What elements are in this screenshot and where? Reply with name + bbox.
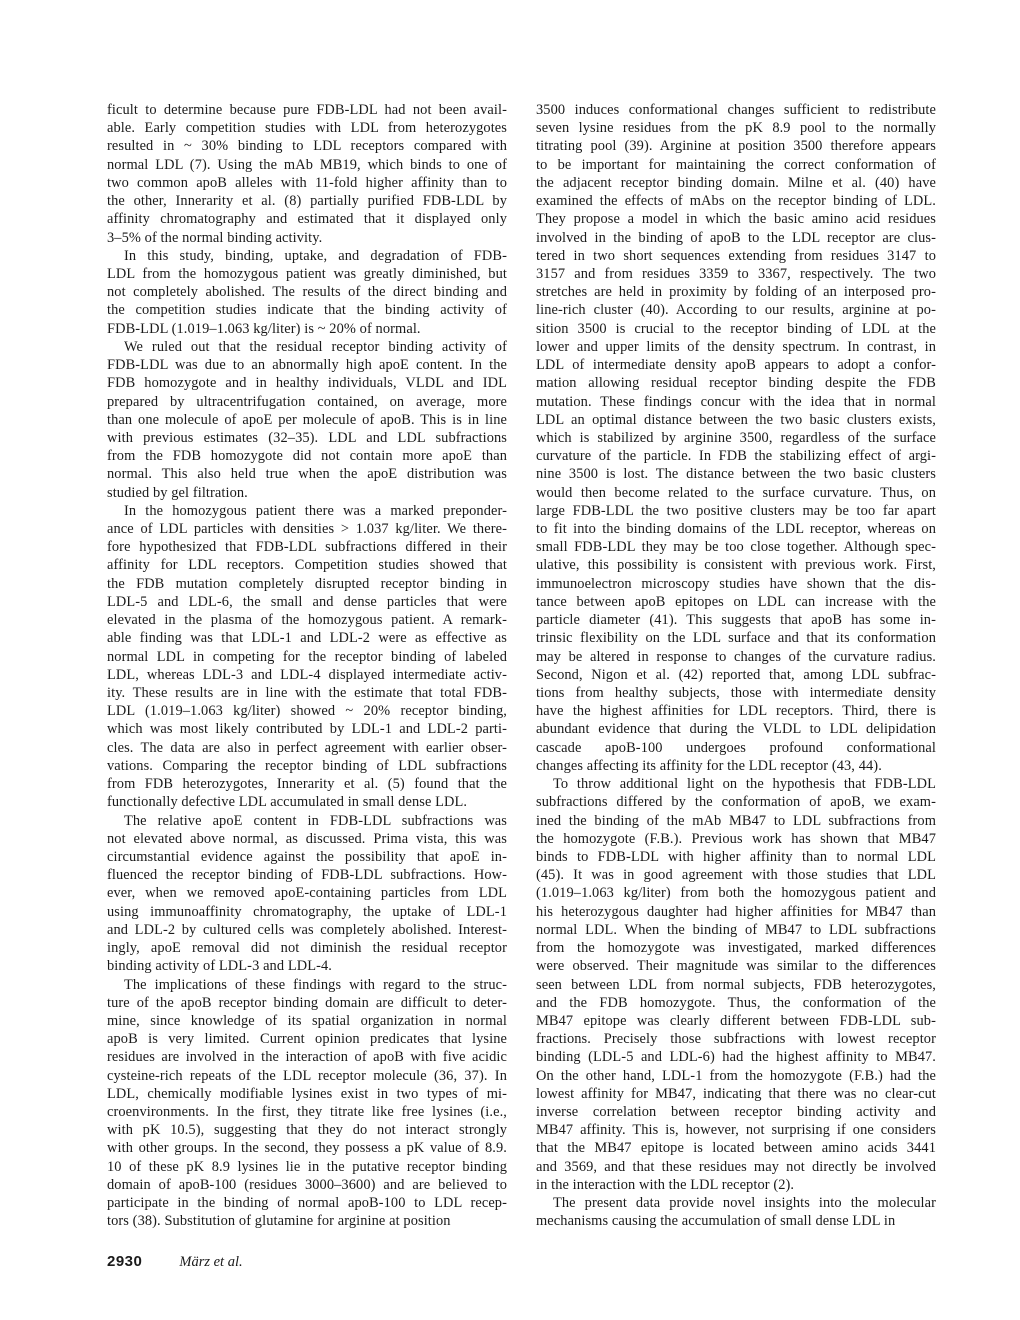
text-line: fluenced the receptor binding of FDB-LDL subfractions. How- <box>107 867 507 884</box>
text-line: domain of apoB-100 (residues 3000–3600) and are believed to <box>107 1176 507 1193</box>
paragraph <box>536 775 936 1194</box>
text-line: particle diameter (41). This suggests that apoB has some in- <box>536 612 936 629</box>
text-line: croenvironments. In the first, they titrate like free lysines (i.e., <box>107 1104 507 1121</box>
text-line: studied by gel filtration. <box>107 484 248 501</box>
text-line: mation allowing residual receptor binding despite the FDB <box>536 375 936 392</box>
text-line: affinity chromatography and estimated that it displayed only <box>107 211 507 228</box>
text-line: two common apoB alleles with 11-fold higher affinity than to <box>107 174 507 191</box>
text-line: The present data provide novel insights into the molecular <box>553 1195 936 1212</box>
text-line: the competition studies indicate that the binding activity of <box>107 302 507 319</box>
text-line: elevated in the plasma of the homozygous patient. A remark- <box>107 612 507 629</box>
text-line: vations. Comparing the receptor binding of LDL subfractions <box>107 757 507 774</box>
text-line: with other groups. In the second, they possess a pK value of 8.9. <box>107 1140 507 1157</box>
text-line: mutation. These findings concur with the idea that in normal <box>536 393 936 410</box>
text-line: cles. The data are also in perfect agreement with earlier obser- <box>107 739 507 756</box>
text-line: the other, Innerarity et al. (8) partially purified FDB-LDL by <box>107 193 507 210</box>
text-line: than one molecule of apoE per molecule of apoB. This is in line <box>107 411 507 428</box>
text-line: seven lysine residues from the pK 8.9 pool to the normally <box>536 120 936 137</box>
text-line: small FDB-LDL they may be too close together. Although spec- <box>536 539 936 556</box>
text-line: functionally defective LDL accumulated in small dense LDL. <box>107 794 468 811</box>
text-line: prepared by ultracentrifugation contained, on average, more <box>107 393 507 410</box>
text-line: mine, since knowledge of its spatial organization in normal <box>107 1012 507 1029</box>
text-line: with previous estimates (32–35). LDL and LDL subfractions <box>107 429 507 446</box>
text-line: nine 3500 is lost. The distance between the two basic clusters <box>536 466 936 483</box>
text-line: inverse correlation between receptor binding activity and <box>536 1104 936 1121</box>
text-line: ture of the apoB receptor binding domain are difficult to deter- <box>107 994 507 1011</box>
text-line: ity. These results are in line with the estimate that total FDB- <box>107 685 507 701</box>
page-number: 2930 <box>107 1253 143 1270</box>
text-line: We ruled out that the residual receptor binding activity of <box>124 338 507 355</box>
text-line: able finding was that LDL-1 and LDL-2 were as effective as <box>107 630 507 647</box>
text-line: fore hypothesized that FDB-LDL subfractions differed in their <box>107 539 507 556</box>
text-line: stretches are held in proximity by folding of an interposed pro- <box>536 284 936 301</box>
text-line: normal LDL (7). Using the mAb MB19, which binds to one of <box>107 156 507 173</box>
text-line: binding (LDL-5 and LDL-6) had the highest affinity to MB47. <box>536 1049 936 1066</box>
text-line: fractions. Precisely those subfractions with lowest receptor <box>536 1031 936 1048</box>
text-line: not elevated above normal, as discussed. Prima vista, this was <box>107 830 507 847</box>
paragraph <box>107 812 507 976</box>
text-line: ulative, this possibility is consistent with previous work. First, <box>536 557 936 574</box>
text-line: affinity for LDL receptors. Competition studies showed that <box>107 557 507 574</box>
running-title: März et al. <box>179 1254 243 1270</box>
text-line: in the interaction with the LDL receptor (2). <box>536 1176 795 1193</box>
text-line: cysteine-rich repeats of the LDL receptor molecule (36, 37). In <box>107 1067 507 1084</box>
page-footer <box>107 1253 243 1273</box>
left-text-column <box>107 101 507 1231</box>
paragraph <box>107 247 507 338</box>
text-line: from FDB heterozygotes, Innerarity et al. (5) found that the <box>107 776 507 793</box>
text-line: Second, Nigon et al. (42) reported that, among LDL subfrac- <box>536 666 936 683</box>
text-line: would then become related to the surface curvature. Thus, on <box>536 484 936 501</box>
text-line: LDL from the homozygous patient was greatly diminished, but <box>107 265 507 282</box>
text-line: the adjacent receptor binding domain. Milne et al. (40) have <box>536 174 936 191</box>
text-line: normal LDL. When the binding of MB47 to LDL subfractions <box>536 921 936 938</box>
right-text-column <box>536 101 936 1231</box>
text-line: FDB-LDL was due to an abnormally high apoE content. In the <box>107 357 507 374</box>
text-line: not completely abolished. The results of the direct binding and <box>107 284 507 301</box>
text-line: (45). It was in good agreement with those studies that LDL <box>536 867 936 884</box>
text-line: normal. This also held true when the apoE distribution was <box>107 466 507 483</box>
text-line: that the MB47 epitope is located between amino acids 3441 <box>536 1140 936 1157</box>
text-line: tered in two short sequences extending from residues 3147 to <box>536 247 936 264</box>
text-line: from the homozygote was investigated, marked differences <box>536 940 936 957</box>
text-line: 3500 induces conformational changes sufficient to redistribute <box>536 102 936 118</box>
text-line: and LDL-2 by cultured cells was completely abolished. Interest- <box>107 921 507 938</box>
text-line: curvature of the particle. In FDB the stabilizing effect of argi- <box>536 448 936 465</box>
text-line: the homozygote (F.B.). Previous work has shown that MB47 <box>536 830 936 847</box>
text-line: apoB is very limited. Current opinion predicates that lysine <box>107 1031 507 1048</box>
text-line: tance between apoB epitopes on LDL can increase with the <box>536 593 936 610</box>
text-line: abundant evidence that during the VLDL to LDL delipidation <box>536 721 936 738</box>
text-line: LDL, whereas LDL-3 and LDL-4 displayed intermediate activ- <box>107 666 507 683</box>
text-line: (1.019–1.063 kg/liter) from both the homozygous patient and <box>536 885 936 902</box>
text-line: lowest affinity for MB47, indicating that there was no clear-cut <box>536 1085 936 1102</box>
text-line: LDL (1.019–1.063 kg/liter) showed ~ 20% receptor binding, <box>107 703 507 720</box>
paragraph <box>536 1194 936 1230</box>
text-line: from the FDB homozygote did not contain more apoE than <box>107 448 507 465</box>
text-line: The relative apoE content in FDB-LDL subfractions was <box>124 812 507 829</box>
text-line: resulted in ~ 30% binding to LDL receptors compared with <box>107 138 507 155</box>
text-line: ever, when we removed apoE-containing particles from LDL <box>107 885 507 902</box>
text-line: participate in the binding of normal apoB-100 to LDL recep- <box>107 1195 507 1212</box>
text-line: ance of LDL particles with densities > 1.037 kg/liter. We there- <box>107 521 507 538</box>
text-line: the FDB mutation completely disrupted receptor binding in <box>107 575 507 592</box>
text-line: LDL of intermediate density apoB appears to adopt a confor- <box>536 357 936 374</box>
text-line: 3157 and from residues 3359 to 3367, respectively. The two <box>536 265 936 282</box>
text-line: 10 of these pK 8.9 lysines lie in the putative receptor binding <box>107 1158 507 1175</box>
paragraph <box>107 338 507 502</box>
text-line: with pK 10.5), suggesting that they do not interact strongly <box>107 1122 507 1139</box>
text-line: and 3569, and that these residues may not directly be involved <box>536 1158 936 1175</box>
text-line: The implications of these findings with regard to the struc- <box>124 976 507 993</box>
text-line: FDB homozygote and in healthy individuals, VLDL and IDL <box>107 375 507 392</box>
text-line: MB47 affinity. This is, however, not surprising if one considers <box>536 1122 936 1139</box>
paragraph <box>107 976 507 1231</box>
text-line: may be altered in response to changes of the curvature radius. <box>536 648 936 665</box>
text-line: involved in the binding of apoB to the LDL receptor are clus- <box>536 229 936 246</box>
paragraph <box>107 101 507 247</box>
text-line: were observed. Their magnitude was similar to the differences <box>536 958 936 975</box>
text-line: mechanisms causing the accumulation of small dense LDL in <box>536 1213 896 1230</box>
text-line: LDL, chemically modifiable lysines exist in two types of mi- <box>107 1085 507 1102</box>
text-line: In the homozygous patient there was a marked preponder- <box>124 502 507 519</box>
text-line: tions from healthy subjects, those with intermediate density <box>536 685 936 701</box>
text-line: binding activity of LDL-3 and LDL-4. <box>107 958 333 975</box>
text-line: circumstantial evidence against the possibility that apoE in- <box>107 848 507 865</box>
text-line: changes affecting its affinity for the LDL receptor (43, 44). <box>536 757 882 774</box>
text-line: using immunoaffinity chromatography, the uptake of LDL-1 <box>107 903 507 920</box>
text-line: LDL an optimal distance between the two basic clusters exists, <box>536 411 936 428</box>
text-line: ficult to determine because pure FDB-LDL had not been avail- <box>107 102 507 118</box>
text-line: In this study, binding, uptake, and degradation of FDB- <box>124 247 507 264</box>
text-line: 3–5% of the normal binding activity. <box>107 229 323 246</box>
text-line: and the FDB homozygote. Thus, the conformation of the <box>536 994 936 1011</box>
text-line: large FDB-LDL the two positive clusters may be too far apart <box>536 502 936 519</box>
text-line: trinsic flexibility on the LDL surface and that its conformation <box>536 630 936 647</box>
text-line: binds to FDB-LDL with higher affinity than to normal LDL <box>536 848 936 865</box>
text-line: to fit into the binding domains of the LDL receptor, whereas on <box>536 521 936 538</box>
text-line: ingly, apoE removal did not diminish the residual receptor <box>107 940 507 957</box>
text-line: They propose a model in which the basic amino acid residues <box>536 211 936 228</box>
text-line: MB47 epitope was clearly different between FDB-LDL sub- <box>536 1012 936 1029</box>
text-line: have the highest affinities for LDL receptors. Third, there is <box>536 703 936 720</box>
text-line: examined the effects of mAbs on the receptor binding of LDL. <box>536 193 936 210</box>
text-line: cascade apoB-100 undergoes profound conformational <box>536 739 936 756</box>
text-line: normal LDL in competing for the receptor binding of labeled <box>107 648 507 665</box>
text-line: immunoelectron microscopy studies have shown that the dis- <box>536 575 936 592</box>
text-line: titrating pool (39). Arginine at position 3500 therefore appears <box>536 138 936 155</box>
text-line: To throw additional light on the hypothesis that FDB-LDL <box>553 776 936 793</box>
text-line: residues are involved in the interaction of apoB with five acidic <box>107 1049 507 1066</box>
text-line: which is stabilized by arginine 3500, regardless of the surface <box>536 429 936 446</box>
text-line: seen between LDL from normal subjects, FDB heterozygotes, <box>536 976 936 993</box>
text-line: On the other hand, LDL-1 from the homozygote (F.B.) had the <box>536 1067 936 1084</box>
text-line: line-rich cluster (40). According to our results, arginine at po- <box>536 302 936 319</box>
text-line: to be important for maintaining the correct conformation of <box>536 156 936 173</box>
text-line: lower and upper limits of the density spectrum. In contrast, in <box>536 338 936 355</box>
text-line: LDL-5 and LDL-6, the small and dense particles that were <box>107 593 507 610</box>
text-line: tors (38). Substitution of glutamine for arginine at position <box>107 1213 451 1230</box>
text-line: FDB-LDL (1.019–1.063 kg/liter) is ~ 20% of normal. <box>107 320 421 337</box>
text-line: which was most likely contributed by LDL-1 and LDL-2 parti- <box>107 721 507 738</box>
paragraph <box>536 101 936 775</box>
text-line: able. Early competition studies with LDL from heterozygotes <box>107 120 507 137</box>
text-line: ined the binding of the mAb MB47 to LDL subfractions from <box>536 812 936 829</box>
text-line: subfractions differed by the conformation of apoB, we exam- <box>536 794 936 811</box>
paragraph <box>107 502 507 812</box>
text-line: his heterozygous daughter had higher affinities for MB47 than <box>536 903 936 920</box>
text-line: sition 3500 is crucial to the receptor binding of LDL at the <box>536 320 936 337</box>
